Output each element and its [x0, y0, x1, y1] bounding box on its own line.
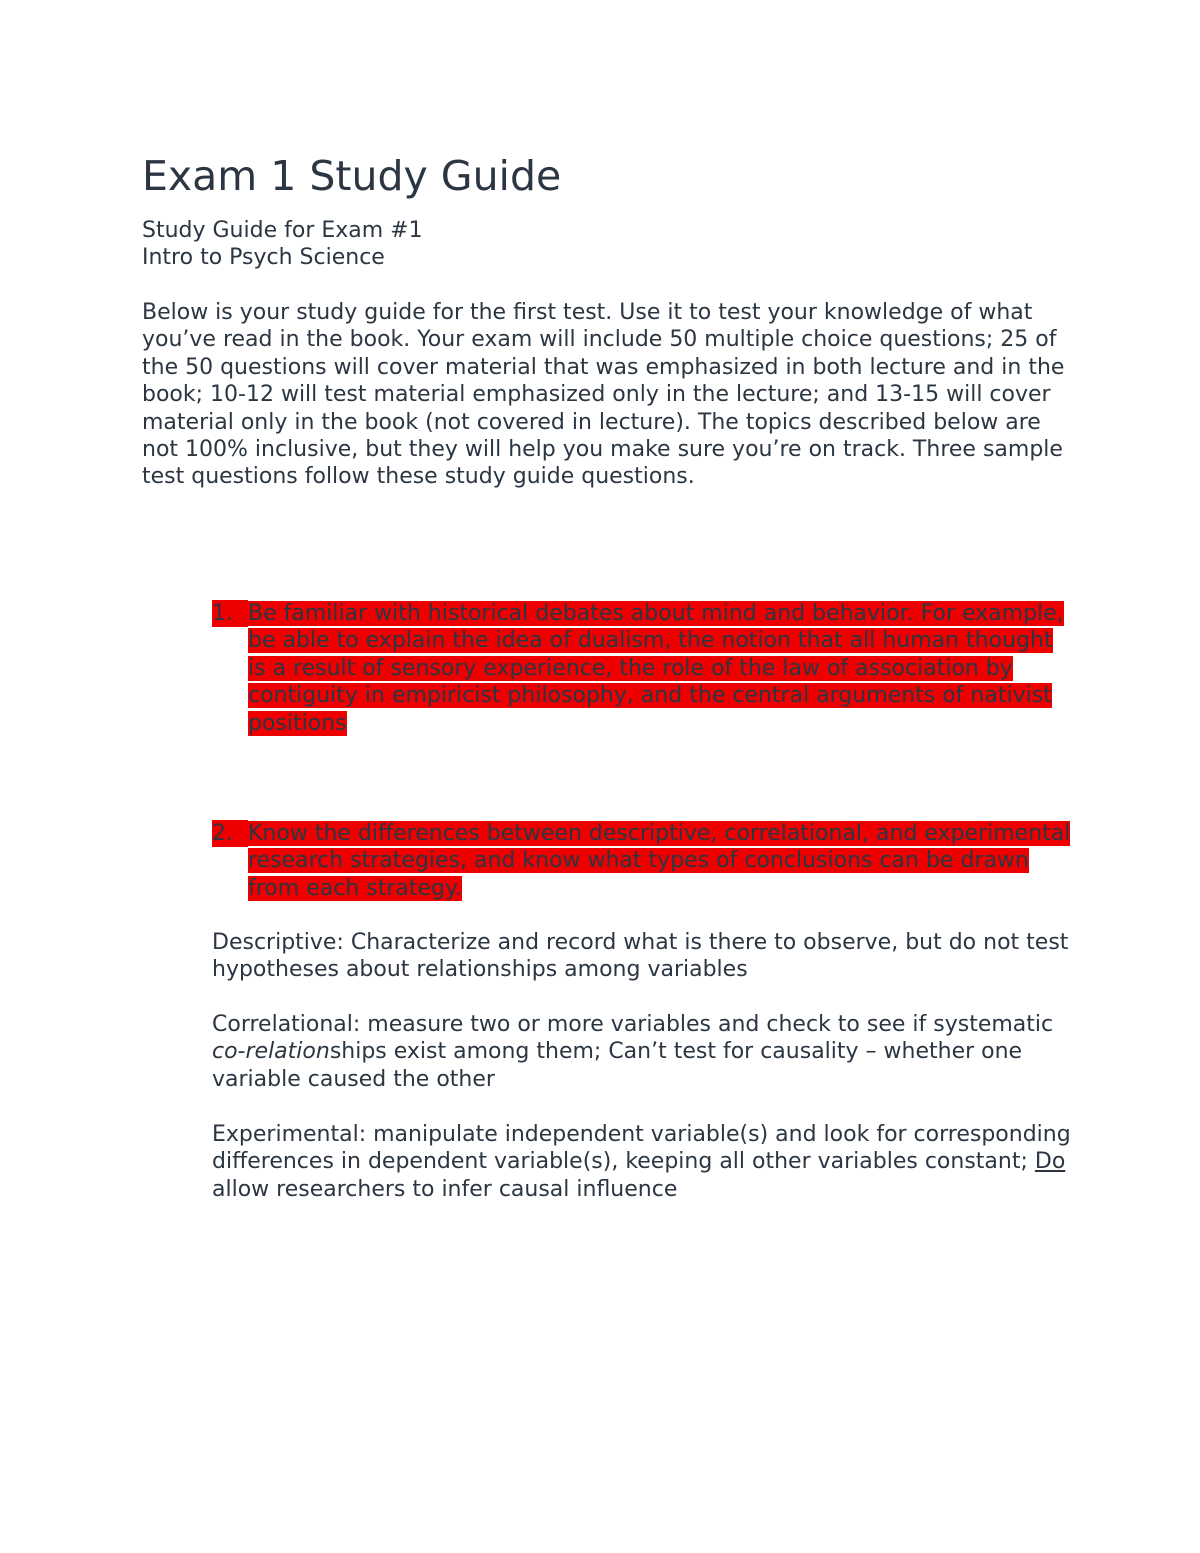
- study-item-1: [212, 600, 1072, 737]
- correlational-text-start: Correlational: measure two or more variables and check to see if systematic: [212, 1012, 1054, 1037]
- correlational-text-end: ships exist among them; Can’t test for causality – whether one variable caused the other: [212, 1039, 1023, 1092]
- study-item-text: Know the differences between descriptive, correlational, and experimental research strategies, and know what types of conclusions can be drawn from each strategy.: [248, 821, 1071, 901]
- intro-paragraph: Below is your study guide for the first test. Use it to test your knowledge of what you’ve read in the book. Your exam will include 50 multiple choice questions; 25 of the 50 questions will cover material that was emphasized in both lecture and in the book; 10-12 will test material emphasized only in the lecture; and 13-15 will cover material only in the book (not covered in lecture). The topics described below are not 100% inclusive, but they will help you make sure you’re on track. Three sample test questions follow these study guide questions.: [142, 300, 1065, 490]
- study-item-number: 2.: [212, 820, 248, 847]
- study-item-text: Be familiar with historical debates about mind and behavior. For example, be able to explain the idea of dualism, the notion that all human thought is a result of sensory experience, the role of the law of association by contiguity in empiricist philosophy, and the central arguments of nativist positions: [248, 601, 1064, 736]
- experimental-text-start: Experimental: manipulate independent variable(s) and look for corresponding differences in dependent variable(s), keeping all other variables constant;: [212, 1122, 1071, 1175]
- experimental-text-end: allow researchers to infer causal influence: [212, 1176, 678, 1202]
- course-name-line: Intro to Psych Science: [142, 245, 385, 271]
- study-item-2: [212, 820, 1072, 902]
- document-title: Exam 1 Study Guide: [142, 152, 562, 200]
- course-exam-line: Study Guide for Exam #1: [142, 218, 423, 243]
- study-item-number: 1.: [212, 600, 248, 627]
- experimental-paragraph: [212, 1121, 1072, 1203]
- experimental-underlined-term: Do: [1034, 1149, 1066, 1175]
- descriptive-paragraph: Descriptive: Characterize and record what is there to observe, but do not test hypotheses about relationships among variables: [212, 930, 1069, 983]
- correlational-italic-term: co-relation: [212, 1039, 330, 1065]
- subtitle-block: [142, 217, 1072, 272]
- correlational-paragraph: [212, 1011, 1072, 1093]
